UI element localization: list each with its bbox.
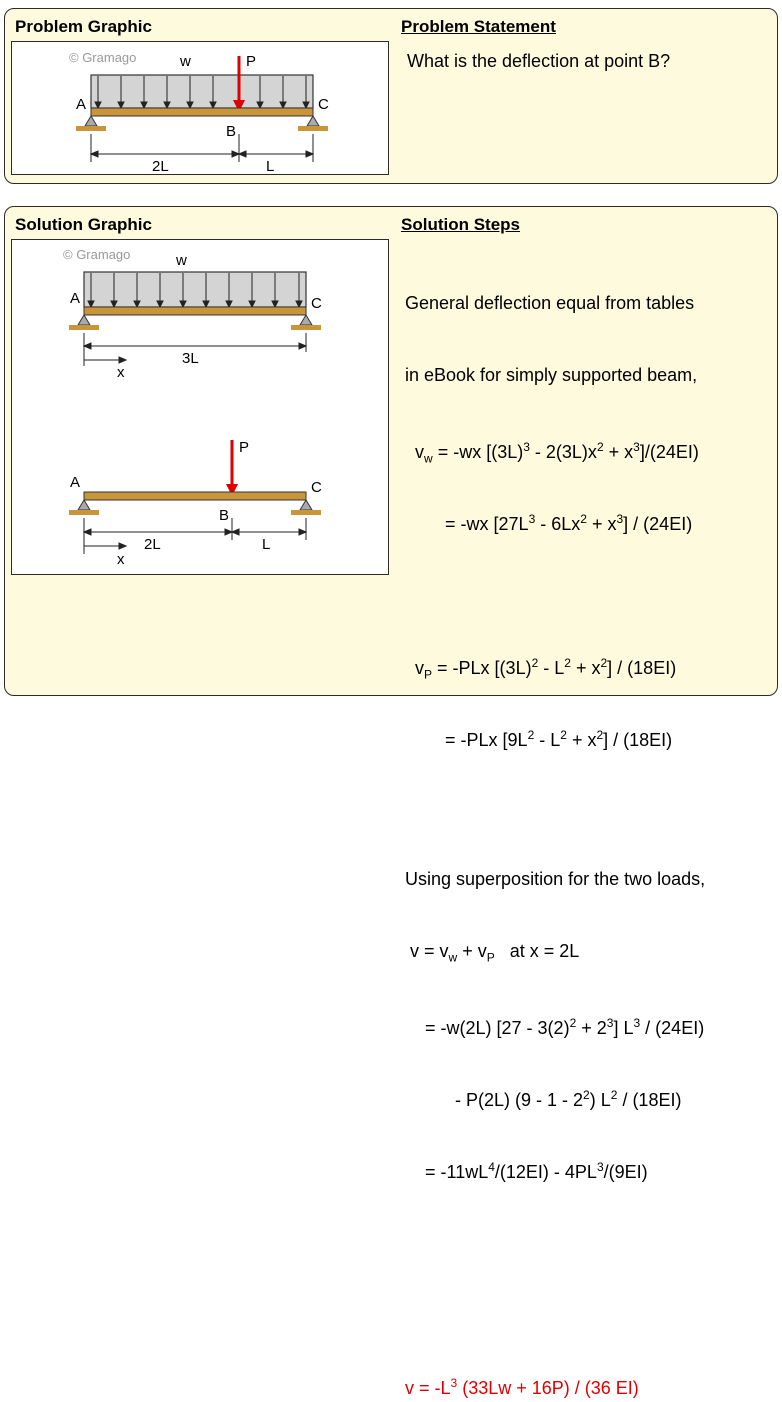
solution-steps bbox=[405, 243, 705, 1402]
x-label: x bbox=[117, 551, 125, 568]
support-c bbox=[298, 116, 328, 131]
problem-statement-title: Problem Statement bbox=[401, 17, 556, 36]
dim-l-label: L bbox=[266, 158, 275, 175]
step-vw-1: $v_w = -wx$ $[(3L)^3 - 2(3L)x^2 + x^3]/(24EI)$ bbox=[415, 440, 699, 466]
load-w-label: w bbox=[176, 252, 187, 269]
point-a-label: A bbox=[70, 290, 81, 307]
step-intro-1: General deflection equal from tables bbox=[405, 293, 695, 313]
load-p-label: P bbox=[246, 53, 257, 70]
beam-bottom bbox=[84, 492, 306, 500]
final-answer: $v = -L^3$ (33Lw + 16P) / (36 EI) bbox=[405, 1376, 639, 1398]
solution-steps-title: Solution Steps bbox=[401, 215, 520, 234]
point-b-label: B bbox=[219, 507, 230, 524]
step-vp-1: $v_P = -PLx$ $[(3L)^2 - L^2 + x^2] / (18EI)$ bbox=[415, 656, 677, 682]
step-superposition-3: - P(2L) $(9 - 1 - 2^2)$ $L^2 / (18EI)$ bbox=[455, 1088, 682, 1110]
step-intro-2: in eBook for simply supported beam, bbox=[405, 365, 698, 385]
point-a-label: A bbox=[76, 96, 87, 113]
watermark: © Gramago bbox=[63, 247, 131, 262]
dimension-lines-bottom bbox=[84, 518, 306, 554]
point-a-label: A bbox=[70, 474, 81, 491]
point-c-label: C bbox=[311, 295, 322, 312]
dim-l-label: L bbox=[262, 536, 271, 553]
support-c-top bbox=[291, 315, 321, 330]
dimension-lines bbox=[91, 134, 313, 162]
point-b-label: B bbox=[226, 123, 237, 140]
solution-graphic-title: Solution Graphic bbox=[15, 215, 152, 234]
solution-panel bbox=[4, 206, 778, 1398]
support-a bbox=[76, 116, 106, 131]
point-c-label: C bbox=[311, 479, 322, 496]
step-superposition-1: $v = v_w + v_P$ at x = 2L bbox=[410, 941, 580, 965]
beam-top bbox=[84, 307, 306, 315]
support-c-bottom bbox=[291, 500, 321, 515]
load-w-label: w bbox=[180, 53, 191, 70]
load-p-label: P bbox=[239, 439, 250, 456]
dim-2l-label: 2L bbox=[152, 158, 169, 175]
x-label: x bbox=[117, 364, 125, 381]
problem-graphic-title: Problem Graphic bbox=[15, 17, 152, 36]
distributed-load bbox=[91, 75, 313, 108]
problem-figure bbox=[11, 41, 389, 175]
step-superposition-title: Using superposition for the two loads, bbox=[405, 869, 706, 889]
step-vp-2: = -PLx $[9L^2 - L^2 + x^2] / (18EI)$ bbox=[445, 728, 673, 750]
beam bbox=[91, 108, 313, 116]
problem-statement: What is the deflection at point B? bbox=[407, 51, 671, 71]
dim-2l-label: 2L bbox=[144, 536, 161, 553]
support-a-bottom bbox=[69, 500, 99, 515]
step-superposition-2: = -w(2L) $[27 - 3(2)^2 + 2^3]$ $L^3 / (24EI)$ bbox=[425, 1016, 705, 1038]
dim-3l-label: 3L bbox=[182, 350, 199, 367]
step-vw-2: = -wx $[27L^3 - 6Lx^2 + x^3] / (24EI)$ bbox=[445, 512, 693, 534]
step-superposition-4: = $-11wL^4/(12EI) - 4PL^3/(9EI)$ bbox=[425, 1160, 648, 1182]
solution-beam-diagrams bbox=[12, 240, 390, 576]
watermark: © Gramago bbox=[69, 50, 137, 65]
support-a-top bbox=[69, 315, 99, 330]
point-c-label: C bbox=[318, 96, 329, 113]
solution-figure bbox=[11, 239, 389, 575]
problem-beam-diagram bbox=[12, 42, 390, 176]
problem-panel bbox=[4, 8, 778, 184]
